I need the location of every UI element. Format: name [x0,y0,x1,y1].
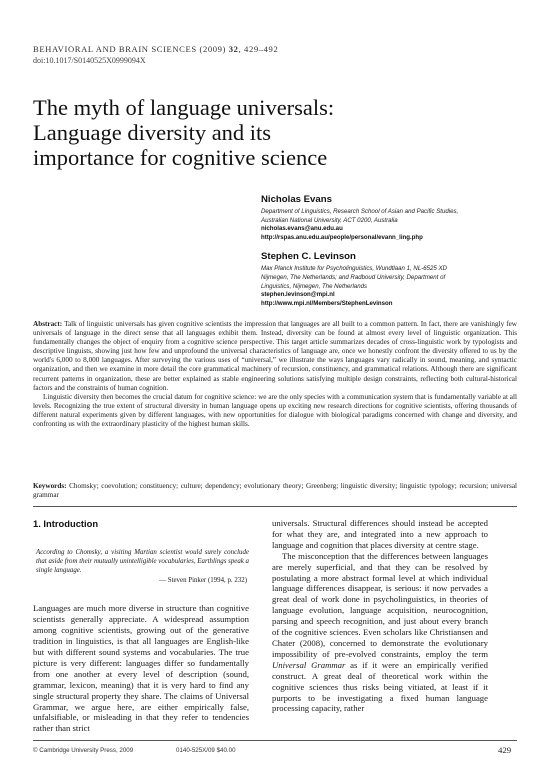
author-list [261,194,511,317]
body-text-segment: as if it were an empirically verified construct. A great deal of theoretical work within the cognitive sciences thus risks being vitiated, at least if it purports to be investigating a fixed human language processing capacity, rather [272,659,488,714]
body-paragraph [272,551,488,715]
title-line: importance for cognitive science [33,145,328,170]
author-name: Nicholas Evans [261,194,332,205]
abstract-text: Talk of linguistic universals has given cognitive scientists the impression that languages are all built to a common pattern. In fact, there are vanishingly few universals of language in the direct sense that all languages exhibit them. Instead, diversity can be found at almost every level of linguistic organization. This fundamentally changes the object of enquiry from a cognitive science perspective. This target article summarizes decades of cross-linguistic work by typologists and descriptive linguists, showing just how few and unprofound the universal characteristics of language are, once we honestly confront the diversity offered to us by the world's 6,000 to 8,000 languages. After surveying the various uses of “universal,” we illustrate the ways languages vary radically in sound, meaning, and syntactic organization, and then we examine in more detail the core grammatical machinery of recursion, constituency, and grammatical relations. Although there are significant recurrent patterns in organization, these are better explained as stable engineering solutions satisfying multiple design constraints, reflecting both cultural-historical factors and the constraints of human cognition. [33,320,517,392]
keywords-label: Keywords: [33,482,67,490]
epigraph-quote: According to Chomsky, a visiting Martian scientist would surely conclude that aside from their mutually unintelligible vocabularies, Earthlings speak a single language. [36,549,249,575]
journal-pages: , 429–492 [238,44,279,54]
author-block [261,194,511,242]
author-email[interactable]: stephen.levinson@mpi.nl [261,291,335,299]
left-column [33,518,249,734]
author-affiliation: Department of Linguistics, Research School of Asian and Pacific Studies, [261,208,459,215]
journal-header [33,44,278,54]
section-heading: 1. Introduction [33,518,99,529]
author-affiliation: Max Planck Institute for Psycholinguistics, Wundtlaan 1, NL-6525 XD [261,265,447,273]
page-number: 429 [498,745,512,755]
author-affiliation: Linguistics, Nijmegen, The Netherlands [261,282,368,290]
footer-rule [33,740,517,741]
journal-name: BEHAVIORAL AND BRAIN SCIENCES (2009) [33,44,229,54]
section-divider [33,506,517,507]
author-affiliation: Australian National University, ACT 0200, Australia [261,216,398,224]
abstract-paragraph: Linguistic diversity then becomes the crucial datum for cognitive science: we are the only species with a communication system that is fundamentally variable at all levels. Recognizing the true extent of structural diversity in human language opens up exciting new research directions for cognitive scientists, offering thousands of different natural experiments given by different languages, with new opportunities for dialogue with biological paradigms concerned with change and diversity, and confronting us with the extraordinary plasticity of the highest human skills. [33,392,517,429]
article-title [33,95,493,170]
body-text [33,603,249,734]
abstract-label: Abstract: [33,320,63,328]
author-name: Stephen C. Levinson [261,251,356,263]
abstract [33,320,517,429]
keywords [33,482,517,500]
keywords-text: Chomsky; coevolution; constituency; culture; dependency; evolutionary theory; Greenberg; linguistic diversity; linguistic typology; recursion; universal grammar [33,482,517,500]
abstract-paragraph [33,320,517,393]
body-paragraph: universals. Structural differences should instead be accepted for what they are, and integrated into a new approach to language and cognition that places diversity at centre stage. [272,518,488,550]
epigraph-citation: — Steven Pinker (1994, p. 232) [159,577,247,585]
right-column [272,518,488,714]
journal-volume: 32 [228,44,239,54]
body-text-italic: Universal Grammar [272,659,346,670]
body-paragraph: Languages are much more diverse in structure than cognitive scientists generally appreciate. A widespread assumption among cognitive scientists, growing out of the generative tradition in linguistics, is that all languages are English-like but with different sound systems and vocabularies. The true picture is very different: languages differ so fundamentally from one another at every level of description (sound, grammar, lexicon, meaning) that it is very hard to find any single structural property they share. The claims of Universal Grammar, we argue here, are either empirically false, unfalsifiable, or misleading in that they refer to tendencies rather than strict [33,603,249,734]
author-block [261,251,511,308]
body-text [272,518,488,714]
issn-price: 0140-525X/09 $40.00 [176,747,236,754]
title-line: The myth of language universals: [33,95,335,120]
author-affiliation: Nijmegen, The Netherlands; and Radboud University, Department of [261,273,446,281]
author-email[interactable]: nicholas.evans@anu.edu.au [261,225,343,233]
doi: doi:10.1017/S0140525X0999094X [33,56,146,65]
title-line: Language diversity and its [33,120,272,145]
author-url[interactable]: http://www.mpi.nl/Members/StephenLevinson [261,299,393,307]
body-text-segment: The misconception that the differences between languages are merely superficial, and that they can be resolved by postulating a more abstract formal level at which individual language differences disappear, is serious: it now pervades a great deal of work done in psycholinguistics, in theories of language evolution, language acquisition, neurocognition, parsing and speech recognition, and just about every branch of the cognitive sciences. Even scholars like Christiansen and Chater (2008), concerned to demonstrate the evolutionary impossibility of pre-evolved constraints, employ the term [272,550,488,659]
author-url[interactable]: http://rspas.anu.edu.au/people/personal/evann_ling.php [261,233,423,241]
copyright: © Cambridge University Press, 2009 [33,747,134,754]
